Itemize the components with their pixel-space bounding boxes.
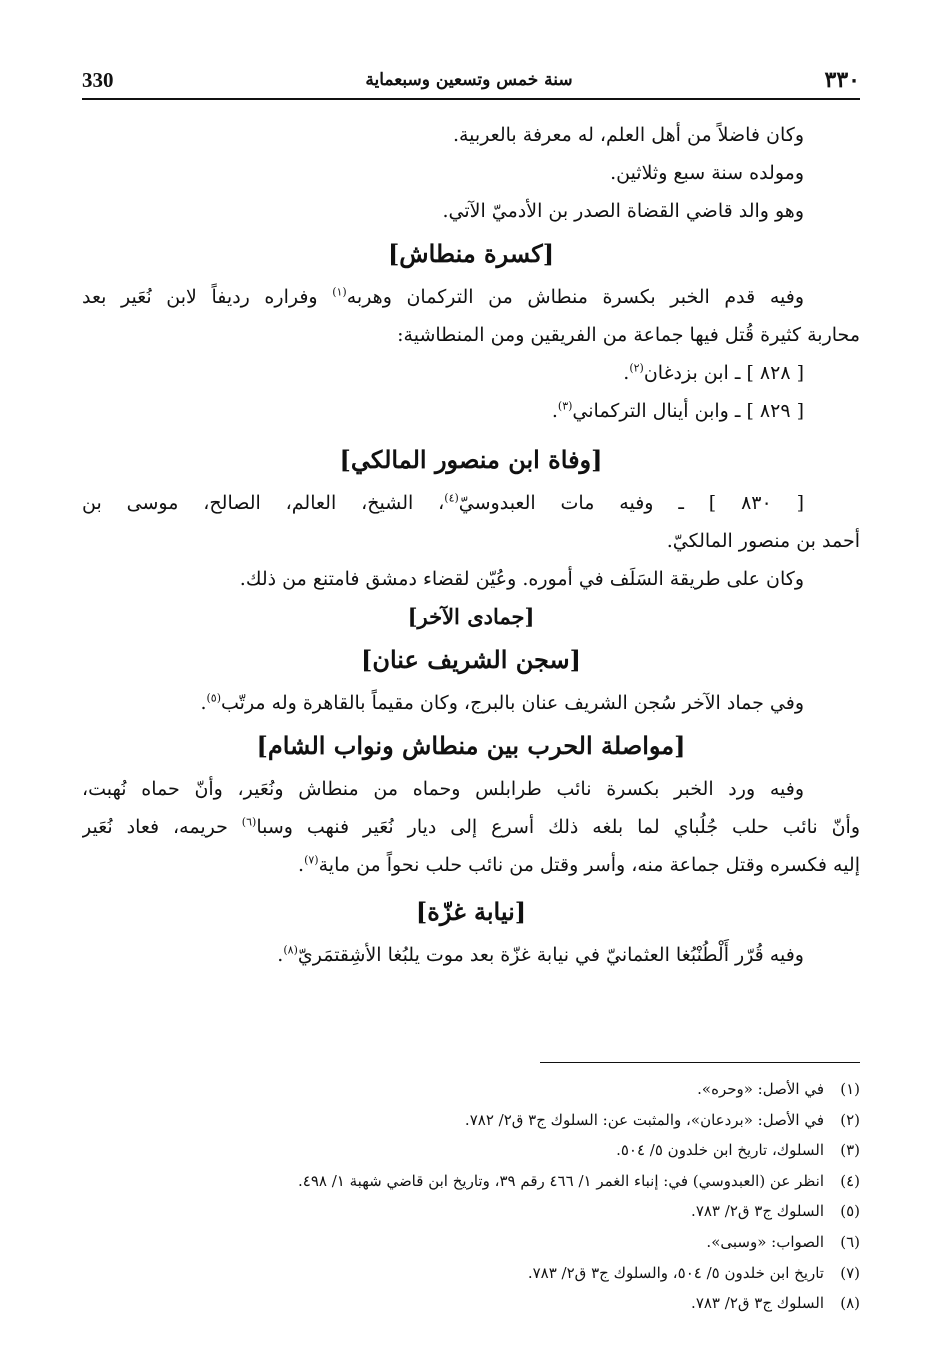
text-line: وأنّ نائب حلب جُلُباي لما بلغه ذلك أسرع إلى ديار نُعَير فنهب وسبا$^{(٦)}$ حريمه، فعاد نُعَير [82, 815, 860, 838]
footnote-item [82, 1196, 860, 1227]
text-line: وفيه ورد الخبر بكسرة نائب طرابلس وحماه من منطاش ونُعَير، وأنّ حماه نُهبت، [82, 778, 804, 800]
entry-829: [ ٨٢٩ ] ـ وابن أينال التركماني$^{(٣)}$. [551, 399, 804, 422]
footnote-item [82, 1258, 860, 1289]
section-heading-kasra: [كسرة منطاش] [387, 239, 555, 268]
footnote-item [82, 1166, 860, 1197]
footnote-item [82, 1135, 860, 1166]
section-heading-sijn: [سجن الشريف عنان] [361, 645, 581, 674]
footnote-number: (٦) [840, 1232, 860, 1251]
footnote-item [82, 1227, 860, 1258]
text-line: ومولده سنة سبع وثلاثين. [610, 162, 804, 184]
text-line: أحمد بن منصور المالكيّ. [666, 530, 860, 552]
text-line: محاربة كثيرة قُتل فيها جماعة من الفريقين ومن المنطاشية: [397, 324, 860, 346]
footnote-text: السلوك ج٣ ق٢/ ٧٨٣. [691, 1294, 824, 1313]
footnote-number: (٤) [840, 1171, 860, 1190]
footnote-number: (٢) [840, 1110, 860, 1129]
footnotes [82, 1074, 860, 1319]
text-line: إليه فكسره وقتل جماعة منه، وأسر وقتل من نائب حلب نحواً من ماية$^{(٧)}$. [298, 853, 860, 876]
footnote-ref[interactable]: (٥) [206, 691, 221, 705]
footnote-text: السلوك ج٣ ق٢/ ٧٨٣. [691, 1202, 824, 1221]
footnote-number: (٣) [840, 1141, 860, 1160]
footnote-text: انظر عن (العبدوسي) في: إنباء الغمر ١/ ٤٦٦ رقم ٣٩، وتاريخ ابن قاضي شهبة ١/ ٤٩٨. [298, 1171, 824, 1190]
footnote-ref[interactable]: (١) [332, 285, 347, 299]
text-line: وكان فاضلاً من أهل العلم، له معرفة بالعربية. [452, 124, 804, 146]
footnote-text: الصواب: «وسبى». [706, 1232, 824, 1251]
footnote-text: السلوك، تاريخ ابن خلدون ٥/ ٥٠٤. [616, 1141, 824, 1160]
text-line: وهو والد قاضي القضاة الصدر بن الأدميّ الآتي. [442, 200, 804, 222]
text-line: وفيه قدم الخبر بكسرة منطاش من التركمان وهربه$^{(١)}$ وفراره رديفاً لابن نُعَير بعد [82, 285, 805, 308]
footnote-ref[interactable]: (٤) [444, 491, 459, 505]
footnote-text: في الأصل: «بردعان»، والمثبت عن: السلوك ج٣ ق٢/ ٧٨٢. [464, 1110, 824, 1129]
page-number-latin: 330 [82, 67, 114, 92]
text-line: وفيه قُرّر أَلْطُنْبُغا العثمانيّ في نيابة غزّة بعد موت يلبُغا الأشِقتمَريّ$^{(٨)}$. [277, 943, 804, 966]
text-line: وكان على طريقة السَلَف في أموره. وعُيّن لقضاء دمشق فامتنع من ذلك. [239, 568, 804, 590]
section-heading-niyaba: [نيابة غزّة] [415, 897, 527, 926]
footnote-number: (٧) [840, 1263, 860, 1282]
section-heading-harb: [مواصلة الحرب بين منطاش ونواب الشام] [256, 731, 686, 760]
page-header [82, 62, 860, 100]
footnote-item [82, 1288, 860, 1319]
footnote-ref[interactable]: (٨) [283, 943, 298, 957]
footnote-item [82, 1074, 860, 1105]
footnote-ref[interactable]: (٢) [629, 361, 644, 375]
month-heading: [جمادى الآخر] [407, 604, 535, 629]
page-number-arabic: ٣٣٠ [824, 67, 860, 93]
footnote-item [82, 1105, 860, 1136]
running-title: سنة خمس وتسعين وسبعماية [365, 70, 573, 90]
footnote-ref[interactable]: (٧) [304, 853, 319, 867]
footnote-ref[interactable]: (٣) [557, 399, 573, 413]
text-line: وفي جماد الآخر سُجن الشريف عنان بالبرج، وكان مقيماً بالقاهرة وله مرتّب$^{(٥)}$. [200, 691, 804, 714]
footnote-number: (١) [840, 1080, 860, 1098]
footnote-number: (٥) [840, 1202, 860, 1221]
footnote-divider [540, 1062, 860, 1063]
entry-828: [ ٨٢٨ ] ـ ابن بزدغان$^{(٢)}$. [623, 361, 804, 384]
footnote-text: تاريخ ابن خلدون ٥/ ٥٠٤، والسلوك ج٣ ق٢/ ٧٨٣. [527, 1263, 824, 1282]
footnote-ref[interactable]: (٦) [241, 815, 257, 829]
section-heading-wafat: [وفاة ابن منصور المالكي] [339, 445, 603, 474]
main-text [82, 116, 860, 974]
footnote-text: في الأصل: «وحره». [697, 1080, 824, 1098]
entry-830: [ ٨٣٠ ] ـ وفيه مات العبدوسيّ$^{(٤)}$، الشيخ، العالم، الصالح، موسى بن [82, 491, 804, 514]
footnote-number: (٨) [840, 1294, 860, 1313]
